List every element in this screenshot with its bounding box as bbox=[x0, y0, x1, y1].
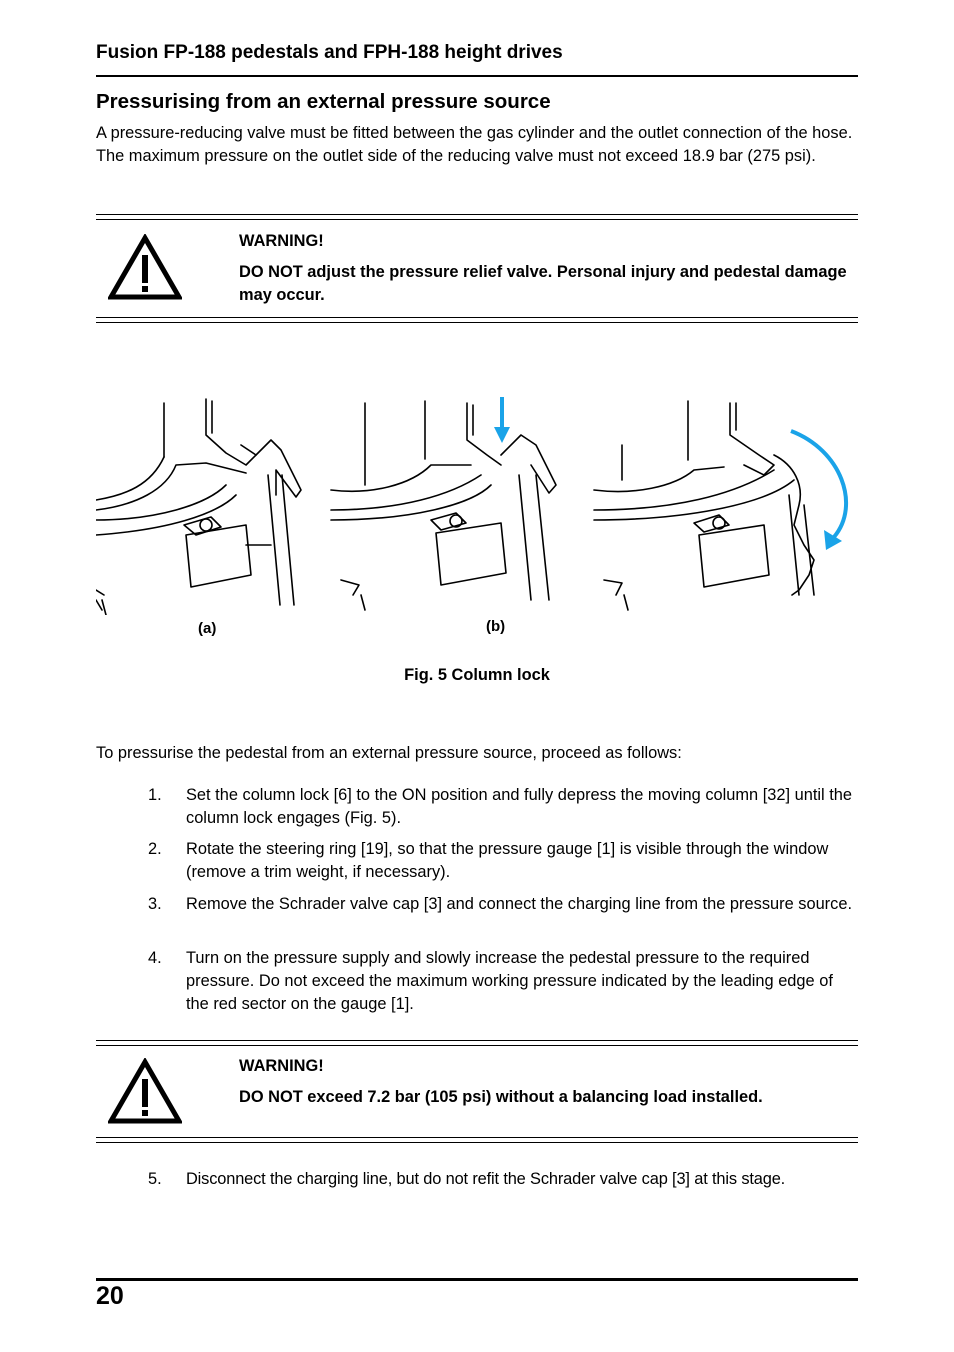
step-text: Remove the Schrader valve cap [3] and connect the charging line from the pressure source. bbox=[186, 895, 853, 913]
figure-label-b: (b) bbox=[486, 618, 506, 635]
footer-rule bbox=[96, 1278, 858, 1281]
step-number: 1. bbox=[148, 786, 162, 804]
warning-1-bottom-rule-inner bbox=[96, 317, 858, 318]
header-rule bbox=[96, 75, 858, 77]
blue-rotate-arrow bbox=[791, 431, 846, 550]
document-header-title: Fusion FP-188 pedestals and FPH-188 height drives bbox=[96, 42, 563, 63]
step-text: Disconnect the charging line, but do not refit the Schrader valve cap [3] at this stage. bbox=[186, 1170, 786, 1188]
step-number: 5. bbox=[148, 1170, 162, 1188]
warning-2-text: DO NOT exceed 7.2 bar (105 psi) without a balancing load installed. bbox=[239, 1088, 763, 1106]
figure-panel-b bbox=[331, 401, 556, 610]
warning-1-top-rule bbox=[96, 214, 858, 215]
figure-caption: Fig. 5 Column lock bbox=[404, 666, 550, 684]
warning-1-title: WARNING! bbox=[239, 232, 324, 250]
page-number: 20 bbox=[96, 1282, 124, 1310]
step-text: Set the column lock [6] to the ON position and fully depress the moving column [32] until the column lock engages (Fig. 5). bbox=[186, 786, 853, 827]
procedure-intro: To pressurise the pedestal from an external pressure source, proceed as follows: bbox=[96, 744, 682, 762]
warning-2-top-rule bbox=[96, 1040, 858, 1041]
intro-paragraph: A pressure-reducing valve must be fitted between the gas cylinder and the outlet connection of the hose. The maximum pressure on the outlet side of the reducing valve must not exceed 18.9 bar (275 psi). bbox=[96, 124, 853, 165]
section-title: Pressurising from an external pressure source bbox=[96, 90, 551, 113]
blue-push-arrow bbox=[494, 397, 510, 443]
warning-2-bottom-rule-inner bbox=[96, 1137, 858, 1138]
warning-triangle-icon bbox=[108, 1058, 182, 1124]
warning-1-top-rule-inner bbox=[96, 219, 858, 220]
warning-2-bottom-rule bbox=[96, 1142, 858, 1143]
warning-triangle-icon bbox=[108, 234, 182, 300]
step-number: 4. bbox=[148, 949, 162, 967]
step-text: Turn on the pressure supply and slowly increase the pedestal pressure to the required pressure. Do not exceed the maximum working pressure indicated by the leading edge of the red sector on the gauge [1]. bbox=[186, 949, 833, 1013]
warning-2-top-rule-inner bbox=[96, 1045, 858, 1046]
figure-panel-c bbox=[594, 401, 814, 610]
step-number: 2. bbox=[148, 840, 162, 858]
column-lock-figure bbox=[96, 395, 858, 615]
warning-1-bottom-rule bbox=[96, 322, 858, 323]
figure-panel-a bbox=[96, 399, 301, 615]
figure-label-a: (a) bbox=[198, 620, 217, 637]
warning-1-text: DO NOT adjust the pressure relief valve. Personal injury and pedestal damage may occur. bbox=[239, 263, 847, 304]
warning-2-title: WARNING! bbox=[239, 1057, 324, 1075]
step-number: 3. bbox=[148, 895, 162, 913]
step-text: Rotate the steering ring [19], so that the pressure gauge [1] is visible through the window (remove a trim weight, if necessary). bbox=[186, 840, 829, 881]
